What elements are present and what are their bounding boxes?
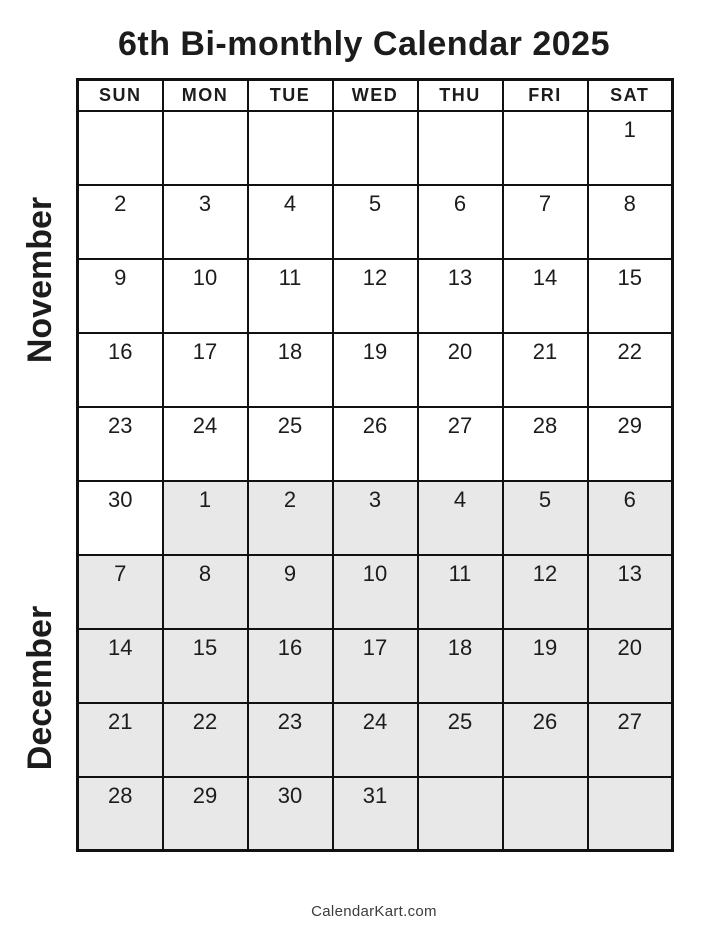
- calendar-day-cell: [78, 333, 163, 407]
- calendar-day-cell: [248, 333, 333, 407]
- calendar-day-cell: [163, 185, 248, 259]
- calendar-day-cell: [503, 259, 588, 333]
- calendar-day-cell: [588, 629, 673, 703]
- calendar-day-cell: [588, 259, 673, 333]
- day-number: 19: [532, 634, 558, 660]
- day-number: 17: [362, 634, 388, 660]
- day-number: 29: [617, 412, 642, 438]
- day-number: 11: [278, 264, 302, 290]
- calendar-week-row: [78, 185, 673, 259]
- calendar-day-cell: [248, 629, 333, 703]
- calendar-empty-cell: [78, 111, 163, 185]
- day-number: 12: [362, 264, 388, 290]
- day-number: 22: [192, 708, 218, 734]
- day-number: 31: [362, 782, 388, 808]
- calendar-day-cell: [78, 481, 163, 555]
- day-number: 6: [453, 190, 467, 216]
- calendar-empty-cell: [588, 777, 673, 851]
- calendar-day-cell: [418, 259, 503, 333]
- day-number: 11: [448, 560, 472, 586]
- calendar-day-cell: [248, 481, 333, 555]
- day-number: 1: [198, 486, 212, 512]
- calendar-week-row: [78, 629, 673, 703]
- day-number: 7: [114, 560, 127, 586]
- day-number: 20: [447, 338, 473, 364]
- calendar-empty-cell: [503, 777, 588, 851]
- calendar-day-cell: [163, 703, 248, 777]
- calendar-day-cell: [248, 703, 333, 777]
- weekday-header: TUE: [248, 80, 333, 111]
- day-number: 19: [362, 338, 388, 364]
- calendar-empty-cell: [418, 777, 503, 851]
- day-number: 1: [623, 116, 636, 142]
- page-title: 6th Bi-monthly Calendar 2025: [117, 25, 610, 63]
- day-number: 15: [192, 634, 218, 660]
- calendar-day-cell: [418, 407, 503, 481]
- weekday-header: THU: [418, 80, 503, 111]
- calendar-day-cell: [333, 777, 418, 851]
- calendar-empty-cell: [418, 111, 503, 185]
- day-number: 21: [532, 338, 558, 364]
- day-number: 2: [283, 486, 297, 512]
- day-number: 4: [453, 486, 467, 512]
- calendar-empty-cell: [503, 111, 588, 185]
- calendar-day-cell: [503, 333, 588, 407]
- day-number: 2: [114, 190, 127, 216]
- day-number: 29: [192, 782, 218, 808]
- calendar-week-row: [78, 555, 673, 629]
- calendar-day-cell: [333, 629, 418, 703]
- day-number: 25: [447, 708, 473, 734]
- calendar-day-cell: [418, 333, 503, 407]
- day-number: 9: [114, 264, 127, 290]
- day-number: 7: [538, 190, 552, 216]
- calendar-day-cell: [78, 629, 163, 703]
- calendar-day-cell: [503, 185, 588, 259]
- weekday-header: SUN: [78, 80, 163, 111]
- day-number: 28: [108, 782, 133, 808]
- day-number: 24: [362, 708, 388, 734]
- calendar-day-cell: [503, 481, 588, 555]
- calendar-day-cell: [333, 185, 418, 259]
- calendar-day-cell: [503, 407, 588, 481]
- day-number: 3: [198, 190, 212, 216]
- calendar-day-cell: [333, 407, 418, 481]
- day-number: 13: [447, 264, 473, 290]
- day-number: 26: [362, 412, 388, 438]
- calendar-day-cell: [333, 259, 418, 333]
- month-label-december: December: [21, 605, 59, 771]
- day-number: 28: [532, 412, 558, 438]
- calendar-day-cell: [78, 407, 163, 481]
- day-number: 21: [108, 708, 133, 734]
- weekday-header-row: [78, 80, 673, 111]
- day-number: 27: [447, 412, 473, 438]
- calendar-day-cell: [78, 703, 163, 777]
- calendar-day-cell: [163, 481, 248, 555]
- calendar-week-row: [78, 111, 673, 185]
- calendar-table: [76, 78, 674, 852]
- calendar-day-cell: [78, 555, 163, 629]
- day-number: 4: [283, 190, 297, 216]
- calendar-day-cell: [248, 555, 333, 629]
- weekday-header: WED: [333, 80, 418, 111]
- day-number: 30: [108, 486, 133, 512]
- calendar-day-cell: [588, 185, 673, 259]
- day-number: 20: [617, 634, 642, 660]
- calendar-day-cell: [503, 703, 588, 777]
- day-number: 15: [617, 264, 642, 290]
- weekday-header: SAT: [588, 80, 673, 111]
- day-number: 17: [192, 338, 218, 364]
- calendar-day-cell: [418, 185, 503, 259]
- calendar-day-cell: [588, 703, 673, 777]
- calendar-day-cell: [588, 555, 673, 629]
- day-number: 22: [617, 338, 642, 364]
- day-number: 27: [617, 708, 642, 734]
- calendar-day-cell: [418, 555, 503, 629]
- calendar-day-cell: [163, 259, 248, 333]
- calendar-day-cell: [163, 333, 248, 407]
- calendar-day-cell: [333, 333, 418, 407]
- calendar-week-row: [78, 333, 673, 407]
- day-number: 13: [617, 560, 642, 586]
- day-number: 14: [108, 634, 133, 660]
- day-number: 16: [108, 338, 133, 364]
- day-number: 3: [368, 486, 382, 512]
- calendar-day-cell: [588, 333, 673, 407]
- calendar-day-cell: [248, 777, 333, 851]
- calendar-day-cell: [588, 407, 673, 481]
- calendar-day-cell: [418, 629, 503, 703]
- calendar-week-row: [78, 703, 673, 777]
- calendar-week-row: [78, 407, 673, 481]
- calendar-empty-cell: [248, 111, 333, 185]
- calendar-day-cell: [588, 111, 673, 185]
- calendar-day-cell: [78, 777, 163, 851]
- calendar-day-cell: [503, 555, 588, 629]
- day-number: 5: [538, 486, 552, 512]
- month-label-november: November: [21, 196, 59, 364]
- calendar-day-cell: [163, 555, 248, 629]
- calendar-day-cell: [333, 481, 418, 555]
- footer-watermark: CalendarKart.com: [311, 903, 437, 920]
- calendar-day-cell: [503, 629, 588, 703]
- calendar-day-cell: [163, 629, 248, 703]
- day-number: 16: [277, 634, 303, 660]
- day-number: 10: [192, 264, 218, 290]
- calendar-day-cell: [248, 185, 333, 259]
- calendar-day-cell: [163, 407, 248, 481]
- calendar-day-cell: [333, 703, 418, 777]
- day-number: 23: [108, 412, 133, 438]
- day-number: 18: [277, 338, 303, 364]
- day-number: 12: [532, 560, 558, 586]
- calendar-week-row: [78, 481, 673, 555]
- day-number: 8: [623, 190, 636, 216]
- calendar-day-cell: [418, 703, 503, 777]
- day-number: 9: [283, 560, 297, 586]
- calendar-day-cell: [248, 407, 333, 481]
- day-number: 5: [368, 190, 382, 216]
- calendar-day-cell: [78, 185, 163, 259]
- day-number: 24: [192, 412, 218, 438]
- weekday-header: FRI: [503, 80, 588, 111]
- day-number: 14: [532, 264, 558, 290]
- calendar-week-row: [78, 777, 673, 851]
- day-number: 6: [623, 486, 636, 512]
- calendar-day-cell: [78, 259, 163, 333]
- day-number: 18: [447, 634, 473, 660]
- calendar-day-cell: [418, 481, 503, 555]
- day-number: 26: [532, 708, 558, 734]
- calendar-day-cell: [333, 555, 418, 629]
- day-number: 8: [198, 560, 212, 586]
- calendar-day-cell: [248, 259, 333, 333]
- day-number: 10: [362, 560, 388, 586]
- calendar-empty-cell: [163, 111, 248, 185]
- day-number: 25: [277, 412, 303, 438]
- calendar-week-row: [78, 259, 673, 333]
- calendar-day-cell: [588, 481, 673, 555]
- weekday-header: MON: [163, 80, 248, 111]
- day-number: 30: [277, 782, 303, 808]
- calendar-day-cell: [163, 777, 248, 851]
- day-number: 23: [277, 708, 303, 734]
- calendar-empty-cell: [333, 111, 418, 185]
